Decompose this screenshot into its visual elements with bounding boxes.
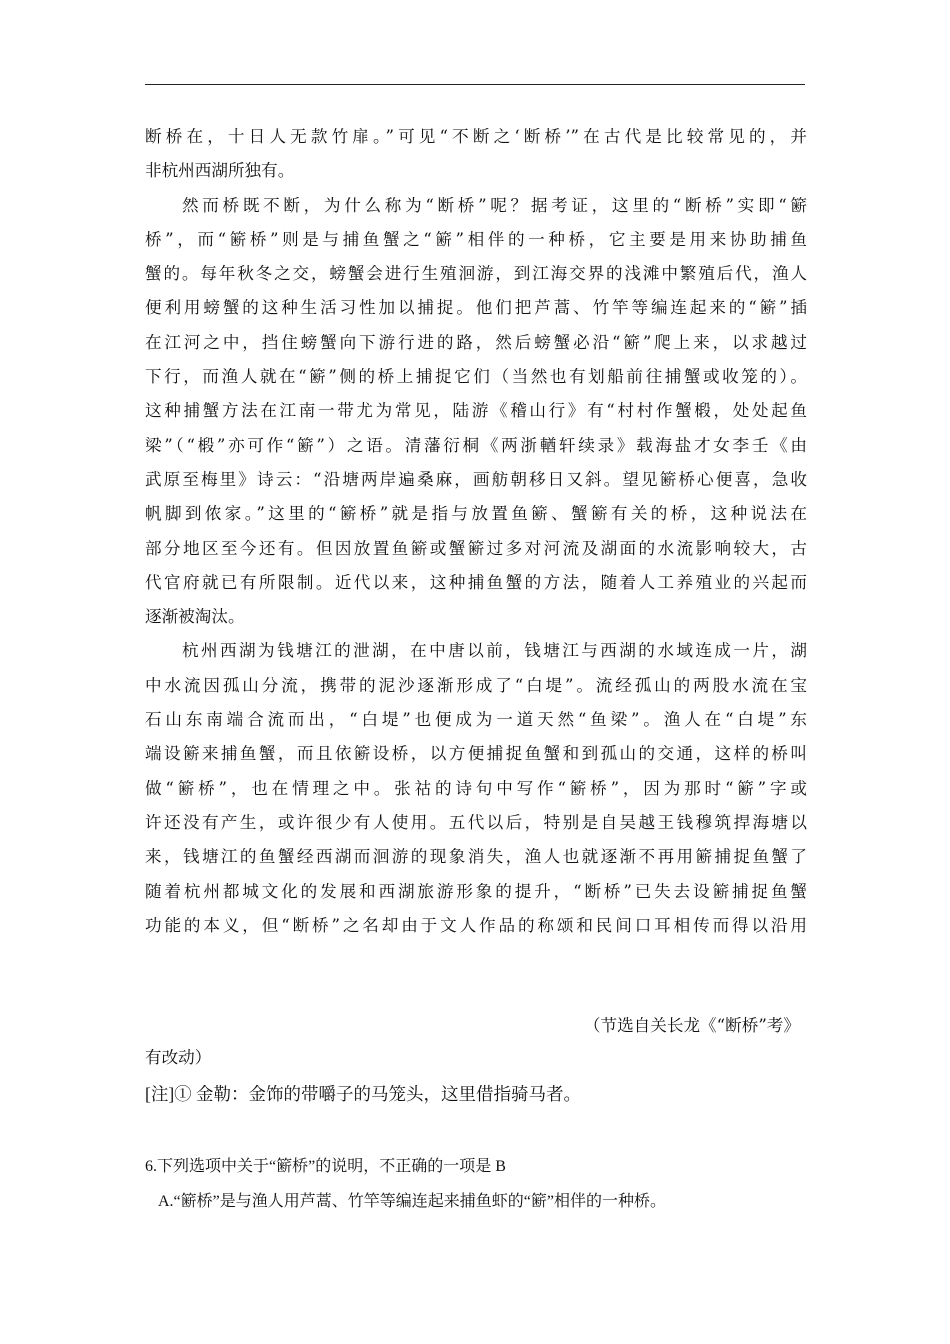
text-line: 梁”（“椴”亦可作“簖”）之语。清藩衍桐《两浙輶轩续录》载海盐才女李壬《由 bbox=[145, 435, 807, 455]
text-line: 杭州西湖为钱塘江的泄湖，在中唐以前，钱塘江与西湖的水域连成一片，湖 bbox=[182, 641, 807, 661]
text-line: 端设簖来捕鱼蟹，而且依簖设桥，以方便捕捉鱼蟹和到孤山的交通，这样的桥叫 bbox=[145, 744, 807, 764]
text-line: 逐渐被淘汰。 bbox=[145, 607, 245, 627]
text-line: 桥”，而“簖桥”则是与捕鱼蟹之“簖”相伴的一种桥，它主要是用来协助捕鱼 bbox=[145, 229, 807, 249]
question-stem: 6.下列选项中关于“簖桥”的说明，不正确的一项是 B bbox=[145, 1158, 506, 1175]
text-line: 石山东南端合流而出，“白堤”也便成为一道天然“鱼梁”。渔人在“白堤”东 bbox=[145, 710, 807, 730]
text-line: 下行，而渔人就在“簖”侧的桥上捕捉它们（当然也有划船前往捕蟹或收笼的）。 bbox=[145, 367, 807, 387]
text-line: 蟹的。每年秋冬之交，螃蟹会进行生殖洄游，到江海交界的浅滩中繁殖后代，渔人 bbox=[145, 264, 807, 284]
source-citation: （节选自关长龙《“断桥”考》 bbox=[583, 1016, 800, 1035]
text-line: 许还没有产生，或许很少有人使用。五代以后，特别是自吴越王钱穆筑捍海塘以 bbox=[145, 812, 807, 832]
text-line: 帆脚到侬家。”这里的“簖桥”就是指与放置鱼簖、蟹簖有关的桥，这种说法在 bbox=[145, 504, 807, 524]
article-body bbox=[145, 120, 807, 943]
text-line: 代官府就已有所限制。近代以来，这种捕鱼蟹的方法，随着人工养殖业的兴起而 bbox=[145, 572, 807, 592]
option-a: A.“簖桥”是与渔人用芦蒿、竹竿等编连起来捕鱼虾的“簖”相伴的一种桥。 bbox=[158, 1193, 666, 1210]
text-line: 然而桥既不断，为什么称为“断桥”呢？据考证，这里的“断桥”实即“簖 bbox=[182, 195, 807, 215]
header-rule bbox=[145, 84, 805, 85]
text-line: 来，钱塘江的鱼蟹经西湖而洄游的现象消失，渔人也就逐渐不再用簖捕捉鱼蟹了 bbox=[145, 847, 807, 867]
footnote: [注]① 金勒：金饰的带嚼子的马笼头，这里借指骑马者。 bbox=[145, 1084, 582, 1104]
text-line: 这种捕蟹方法在江南一带尤为常见，陆游《稽山行》有“村村作蟹椴，处处起鱼 bbox=[145, 401, 807, 421]
text-line: 中水流因孤山分流，携带的泥沙逐渐形成了“白堤”。流经孤山的两股水流在宝 bbox=[145, 675, 807, 695]
text-line: 非杭州西湖所独有。 bbox=[145, 161, 295, 181]
text-line: 断桥在，十日人无款竹扉。”可见“不断之‘断桥’”在古代是比较常见的，并 bbox=[145, 127, 807, 146]
text-line: 功能的本义，但“断桥”之名却由于文人作品的称颂和民间口耳相传而得以沿用 bbox=[145, 915, 807, 935]
text-line: 在江河之中，挡住螃蟹向下游行进的路，然后螃蟹必沿“簖”爬上来，以求越过 bbox=[145, 332, 807, 352]
text-line: 武原至梅里》诗云：“沿塘两岸遍桑麻，画舫朝移日又斜。望见簖桥心便喜，急收 bbox=[145, 469, 807, 489]
text-line: 做“簖桥”，也在情理之中。张祜的诗句中写作“簖桥”，因为那时“簖”字或 bbox=[145, 778, 807, 798]
text-line: 便利用螃蟹的这种生活习性加以捕捉。他们把芦蒿、竹竿等编连起来的“簖”插 bbox=[145, 298, 807, 318]
text-line: 随着杭州都城文化的发展和西湖旅游形象的提升，“断桥”已失去设簖捕捉鱼蟹 bbox=[145, 881, 807, 901]
text-line: 部分地区至今还有。但因放置鱼簖或蟹簖过多对河流及湖面的水流影响较大，古 bbox=[145, 538, 807, 558]
source-citation-tail: 有改动） bbox=[145, 1048, 212, 1067]
